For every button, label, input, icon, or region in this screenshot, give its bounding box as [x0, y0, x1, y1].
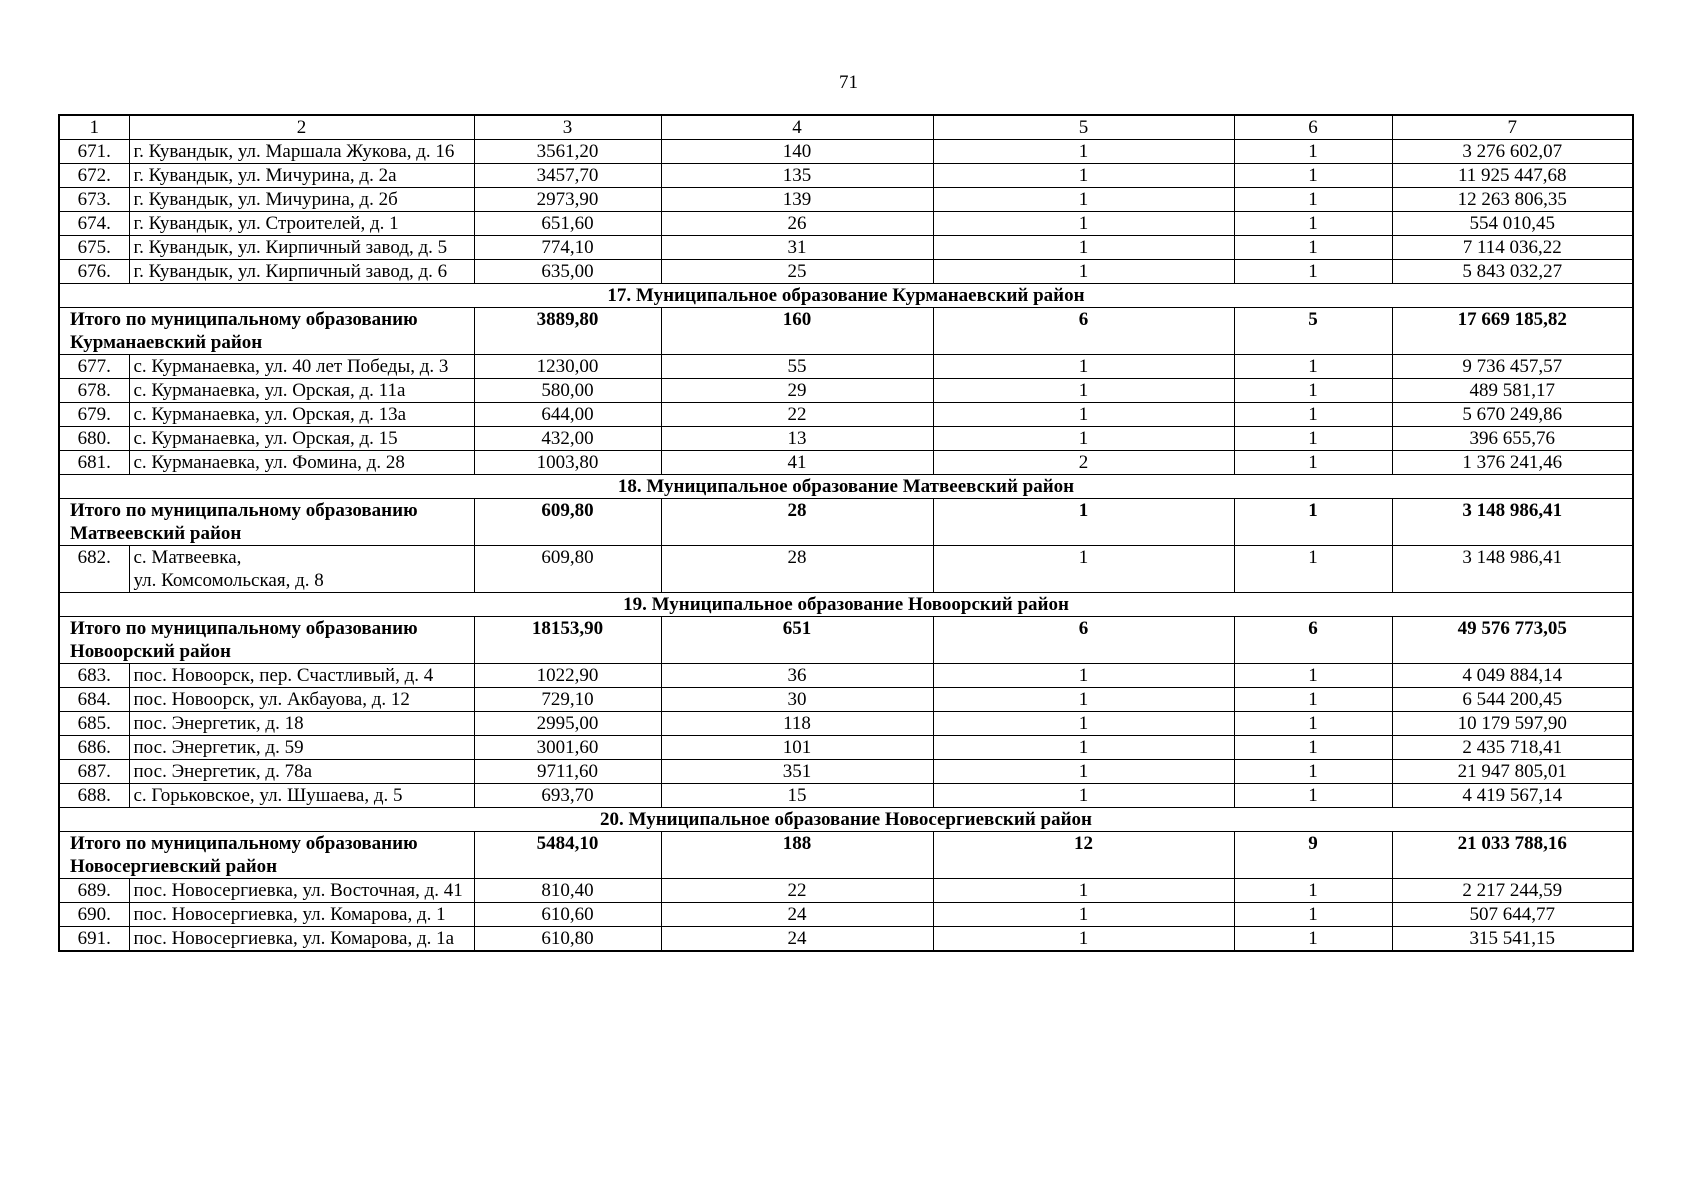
section-heading-row	[59, 284, 1633, 308]
table-row	[59, 736, 1633, 760]
amount-cell: 5 843 032,27	[1392, 260, 1633, 284]
subtotal-row	[59, 308, 1633, 355]
col6-cell: 1	[1234, 427, 1392, 451]
address-cell: пос. Новосергиевка, ул. Комарова, д. 1а	[129, 927, 474, 952]
subtotal-row	[59, 499, 1633, 546]
col5-cell: 1	[933, 760, 1234, 784]
table-row	[59, 688, 1633, 712]
table-row	[59, 784, 1633, 808]
row-number: 672.	[59, 164, 129, 188]
residents-cell: 29	[661, 379, 933, 403]
amount-cell: 315 541,15	[1392, 927, 1633, 952]
col6-cell: 1	[1234, 688, 1392, 712]
col5-cell: 1	[933, 379, 1234, 403]
residents-cell: 30	[661, 688, 933, 712]
subtotal-label: Итого по муниципальному образованию Матвеевский район	[59, 499, 474, 546]
amount-cell: 7 114 036,22	[1392, 236, 1633, 260]
col5-cell: 1	[933, 403, 1234, 427]
row-number: 676.	[59, 260, 129, 284]
area-cell: 432,00	[474, 427, 661, 451]
col6-cell: 1	[1234, 260, 1392, 284]
register-table	[58, 114, 1634, 952]
row-number: 671.	[59, 140, 129, 164]
amount-cell: 554 010,45	[1392, 212, 1633, 236]
subtotal-area: 18153,90	[474, 617, 661, 664]
col6-cell: 1	[1234, 451, 1392, 475]
area-cell: 1022,90	[474, 664, 661, 688]
col5-cell: 1	[933, 903, 1234, 927]
subtotal-residents: 160	[661, 308, 933, 355]
column-number-cell: 5	[933, 115, 1234, 140]
col6-cell: 1	[1234, 664, 1392, 688]
col5-cell: 1	[933, 927, 1234, 952]
subtotal-row	[59, 617, 1633, 664]
col5-cell: 1	[933, 736, 1234, 760]
residents-cell: 22	[661, 879, 933, 903]
subtotal-col5: 12	[933, 832, 1234, 879]
section-heading-row	[59, 475, 1633, 499]
col6-cell: 1	[1234, 736, 1392, 760]
subtotal-residents: 188	[661, 832, 933, 879]
section-heading-row	[59, 808, 1633, 832]
address-cell: пос. Энергетик, д. 59	[129, 736, 474, 760]
col5-cell: 1	[933, 355, 1234, 379]
page-number: 71	[839, 72, 858, 93]
row-number: 675.	[59, 236, 129, 260]
col5-cell: 1	[933, 212, 1234, 236]
row-number: 691.	[59, 927, 129, 952]
subtotal-residents: 651	[661, 617, 933, 664]
address-cell: с. Горьковское, ул. Шушаева, д. 5	[129, 784, 474, 808]
address-cell: г. Кувандык, ул. Кирпичный завод, д. 6	[129, 260, 474, 284]
row-number: 678.	[59, 379, 129, 403]
col5-cell: 1	[933, 688, 1234, 712]
col5-cell: 1	[933, 427, 1234, 451]
row-number: 684.	[59, 688, 129, 712]
subtotal-label: Итого по муниципальному образованию Новосергиевский район	[59, 832, 474, 879]
residents-cell: 41	[661, 451, 933, 475]
address-cell: г. Кувандык, ул. Маршала Жукова, д. 16	[129, 140, 474, 164]
residents-cell: 55	[661, 355, 933, 379]
area-cell: 3561,20	[474, 140, 661, 164]
row-number: 690.	[59, 903, 129, 927]
residents-cell: 135	[661, 164, 933, 188]
residents-cell: 26	[661, 212, 933, 236]
table-row	[59, 664, 1633, 688]
col5-cell: 1	[933, 664, 1234, 688]
address-cell: пос. Энергетик, д. 78а	[129, 760, 474, 784]
section-heading-row	[59, 593, 1633, 617]
table-row	[59, 546, 1633, 593]
col6-cell: 1	[1234, 188, 1392, 212]
table-body	[59, 115, 1633, 951]
table-row	[59, 355, 1633, 379]
area-cell: 1003,80	[474, 451, 661, 475]
residents-cell: 24	[661, 903, 933, 927]
area-cell: 774,10	[474, 236, 661, 260]
col5-cell: 1	[933, 164, 1234, 188]
area-cell: 644,00	[474, 403, 661, 427]
row-number: 688.	[59, 784, 129, 808]
area-cell: 610,60	[474, 903, 661, 927]
column-number-cell: 7	[1392, 115, 1633, 140]
area-cell: 651,60	[474, 212, 661, 236]
column-number-cell: 1	[59, 115, 129, 140]
col6-cell: 1	[1234, 927, 1392, 952]
amount-cell: 396 655,76	[1392, 427, 1633, 451]
amount-cell: 507 644,77	[1392, 903, 1633, 927]
column-number-cell: 6	[1234, 115, 1392, 140]
row-number: 674.	[59, 212, 129, 236]
row-number: 687.	[59, 760, 129, 784]
address-cell: с. Курманаевка, ул. Фомина, д. 28	[129, 451, 474, 475]
address-cell: с. Матвеевка, ул. Комсомольская, д. 8	[129, 546, 474, 593]
residents-cell: 139	[661, 188, 933, 212]
amount-cell: 21 947 805,01	[1392, 760, 1633, 784]
col6-cell: 1	[1234, 903, 1392, 927]
subtotal-amount: 17 669 185,82	[1392, 308, 1633, 355]
subtotal-label: Итого по муниципальному образованию Новоорский район	[59, 617, 474, 664]
col5-cell: 1	[933, 712, 1234, 736]
subtotal-col6: 1	[1234, 499, 1392, 546]
col6-cell: 1	[1234, 355, 1392, 379]
residents-cell: 15	[661, 784, 933, 808]
address-cell: с. Курманаевка, ул. Орская, д. 11а	[129, 379, 474, 403]
area-cell: 810,40	[474, 879, 661, 903]
subtotal-col6: 6	[1234, 617, 1392, 664]
column-number-cell: 4	[661, 115, 933, 140]
residents-cell: 13	[661, 427, 933, 451]
col5-cell: 1	[933, 879, 1234, 903]
section-title: 20. Муниципальное образование Новосергиевский район	[59, 808, 1633, 832]
col6-cell: 1	[1234, 140, 1392, 164]
table-row	[59, 260, 1633, 284]
residents-cell: 101	[661, 736, 933, 760]
residents-cell: 351	[661, 760, 933, 784]
table-row	[59, 903, 1633, 927]
amount-cell: 3 148 986,41	[1392, 546, 1633, 593]
address-cell: пос. Новоорск, ул. Акбауова, д. 12	[129, 688, 474, 712]
subtotal-residents: 28	[661, 499, 933, 546]
table-row	[59, 164, 1633, 188]
col6-cell: 1	[1234, 379, 1392, 403]
area-cell: 2973,90	[474, 188, 661, 212]
area-cell: 1230,00	[474, 355, 661, 379]
amount-cell: 9 736 457,57	[1392, 355, 1633, 379]
table-row	[59, 927, 1633, 952]
area-cell: 3001,60	[474, 736, 661, 760]
col6-cell: 1	[1234, 879, 1392, 903]
col6-cell: 1	[1234, 236, 1392, 260]
amount-cell: 12 263 806,35	[1392, 188, 1633, 212]
residents-cell: 31	[661, 236, 933, 260]
area-cell: 729,10	[474, 688, 661, 712]
amount-cell: 4 419 567,14	[1392, 784, 1633, 808]
row-number: 673.	[59, 188, 129, 212]
table-row	[59, 379, 1633, 403]
column-number-cell: 3	[474, 115, 661, 140]
subtotal-amount: 21 033 788,16	[1392, 832, 1633, 879]
table-row	[59, 236, 1633, 260]
subtotal-label: Итого по муниципальному образованию Курманаевский район	[59, 308, 474, 355]
col5-cell: 1	[933, 546, 1234, 593]
subtotal-area: 5484,10	[474, 832, 661, 879]
subtotal-col6: 5	[1234, 308, 1392, 355]
address-cell: г. Кувандык, ул. Строителей, д. 1	[129, 212, 474, 236]
row-number: 677.	[59, 355, 129, 379]
subtotal-col5: 1	[933, 499, 1234, 546]
table-row	[59, 451, 1633, 475]
amount-cell: 5 670 249,86	[1392, 403, 1633, 427]
address-cell: пос. Новосергиевка, ул. Восточная, д. 41	[129, 879, 474, 903]
address-cell: с. Курманаевка, ул. Орская, д. 15	[129, 427, 474, 451]
address-cell: г. Кувандык, ул. Кирпичный завод, д. 5	[129, 236, 474, 260]
area-cell: 693,70	[474, 784, 661, 808]
row-number: 689.	[59, 879, 129, 903]
area-cell: 635,00	[474, 260, 661, 284]
section-title: 18. Муниципальное образование Матвеевский район	[59, 475, 1633, 499]
col5-cell: 1	[933, 188, 1234, 212]
subtotal-row	[59, 832, 1633, 879]
address-cell: г. Кувандык, ул. Мичурина, д. 2б	[129, 188, 474, 212]
subtotal-amount: 3 148 986,41	[1392, 499, 1633, 546]
address-cell: г. Кувандык, ул. Мичурина, д. 2а	[129, 164, 474, 188]
subtotal-area: 609,80	[474, 499, 661, 546]
row-number: 683.	[59, 664, 129, 688]
address-cell: с. Курманаевка, ул. 40 лет Победы, д. 3	[129, 355, 474, 379]
amount-cell: 11 925 447,68	[1392, 164, 1633, 188]
col6-cell: 1	[1234, 403, 1392, 427]
subtotal-col5: 6	[933, 617, 1234, 664]
area-cell: 2995,00	[474, 712, 661, 736]
table-row	[59, 212, 1633, 236]
subtotal-col5: 6	[933, 308, 1234, 355]
amount-cell: 2 217 244,59	[1392, 879, 1633, 903]
amount-cell: 10 179 597,90	[1392, 712, 1633, 736]
row-number: 681.	[59, 451, 129, 475]
subtotal-amount: 49 576 773,05	[1392, 617, 1633, 664]
column-number-cell: 2	[129, 115, 474, 140]
col5-cell: 2	[933, 451, 1234, 475]
amount-cell: 489 581,17	[1392, 379, 1633, 403]
area-cell: 3457,70	[474, 164, 661, 188]
area-cell: 610,80	[474, 927, 661, 952]
col5-cell: 1	[933, 260, 1234, 284]
col5-cell: 1	[933, 784, 1234, 808]
residents-cell: 22	[661, 403, 933, 427]
col6-cell: 1	[1234, 712, 1392, 736]
subtotal-col6: 9	[1234, 832, 1392, 879]
row-number: 686.	[59, 736, 129, 760]
residents-cell: 36	[661, 664, 933, 688]
amount-cell: 6 544 200,45	[1392, 688, 1633, 712]
residents-cell: 24	[661, 927, 933, 952]
amount-cell: 3 276 602,07	[1392, 140, 1633, 164]
section-title: 19. Муниципальное образование Новоорский район	[59, 593, 1633, 617]
col6-cell: 1	[1234, 164, 1392, 188]
table-row	[59, 879, 1633, 903]
residents-cell: 140	[661, 140, 933, 164]
row-number: 680.	[59, 427, 129, 451]
area-cell: 9711,60	[474, 760, 661, 784]
subtotal-area: 3889,80	[474, 308, 661, 355]
area-cell: 580,00	[474, 379, 661, 403]
residents-cell: 118	[661, 712, 933, 736]
col6-cell: 1	[1234, 546, 1392, 593]
residents-cell: 25	[661, 260, 933, 284]
col6-cell: 1	[1234, 760, 1392, 784]
column-number-row	[59, 115, 1633, 140]
table-row	[59, 712, 1633, 736]
table-row	[59, 403, 1633, 427]
amount-cell: 4 049 884,14	[1392, 664, 1633, 688]
row-number: 685.	[59, 712, 129, 736]
col6-cell: 1	[1234, 784, 1392, 808]
table-row	[59, 140, 1633, 164]
amount-cell: 1 376 241,46	[1392, 451, 1633, 475]
col5-cell: 1	[933, 236, 1234, 260]
table-row	[59, 760, 1633, 784]
address-cell: пос. Новоорск, пер. Счастливый, д. 4	[129, 664, 474, 688]
address-cell: пос. Новосергиевка, ул. Комарова, д. 1	[129, 903, 474, 927]
amount-cell: 2 435 718,41	[1392, 736, 1633, 760]
table-row	[59, 188, 1633, 212]
col6-cell: 1	[1234, 212, 1392, 236]
area-cell: 609,80	[474, 546, 661, 593]
table-row	[59, 427, 1633, 451]
section-title: 17. Муниципальное образование Курманаевский район	[59, 284, 1633, 308]
row-number: 682.	[59, 546, 129, 593]
residents-cell: 28	[661, 546, 933, 593]
row-number: 679.	[59, 403, 129, 427]
address-cell: с. Курманаевка, ул. Орская, д. 13а	[129, 403, 474, 427]
col5-cell: 1	[933, 140, 1234, 164]
address-cell: пос. Энергетик, д. 18	[129, 712, 474, 736]
